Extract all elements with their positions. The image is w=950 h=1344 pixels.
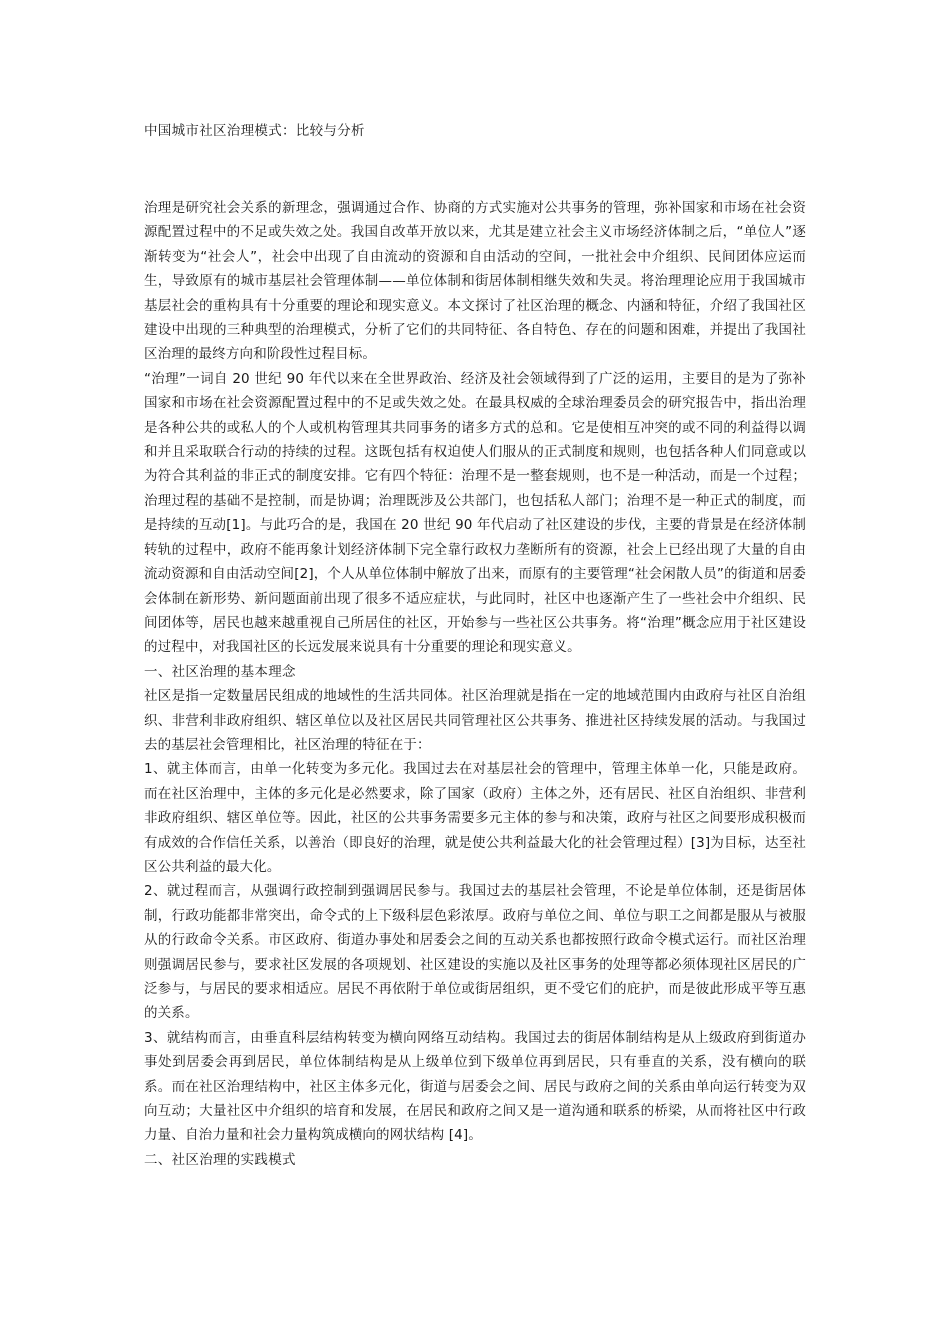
intro-paragraph: “治理”一词自 20 世纪 90 年代以来在全世界政治、经济及社会领域得到了广泛的运用，主要目的是为了弥补国家和市场在社会资源配置过程中的不足或失效之处。在最具权威的全球治理委员会的研究报告中，指出治理是各种公共的或私人的个人或机构管理其共同事务的诸多方式的总和。它是使相互冲突的或不同的利益得以调和并且采取联合行动的持续的过程。这既包括有权迫使人们服从的正式制度和规则，也包括各种人们同意或以为符合其利益的非正式的制度安排。它有四个特征：治理不是一整套规则，也不是一种活动，而是一个过程；治理过程的基础不是控制，而是协调；治理既涉及公共部门，也包括私人部门；治理不是一种正式的制度，而是持续的互动[1]。与此巧合的是，我国在 20 世纪 90 年代启动了社区建设的步伐，主要的背景是在经济体制转轨的过程中，政府不能再象计划经济体制下完全靠行政权力垄断所有的资源，社会上已经出现了大量的自由流动资源和自由活动空间[2]，个人从单位体制中解放了出来，而原有的主要管理“社会闲散人员”的街道和居委会体制在新形势、新问题面前出现了很多不适应症状，与此同时，社区中也逐渐产生了一些社会中介组织、民间团体等，居民也越来越重视自己所居住的社区，开始参与一些社区公共事务。将“治理”概念应用于社区建设的过程中，对我国社区的长远发展来说具有十分重要的理论和现实意义。 — [144, 370, 806, 656]
section-heading-1: 一、社区治理的基本理念 — [144, 663, 296, 680]
section-heading-2: 二、社区治理的实践模式 — [144, 1151, 296, 1168]
document-title: 中国城市社区治理模式：比较与分析 — [144, 123, 365, 139]
definition-paragraph: 社区是指一定数量居民组成的地域性的生活共同体。社区治理就是指在一定的地域范围内由政府与社区自治组织、非营利非政府组织、辖区单位以及社区居民共同管理社区公共事务、推进社区持续发展的活动。与我国过去的基层社会管理相比，社区治理的特征在于： — [144, 688, 806, 753]
feature-paragraph-1: 1、就主体而言，由单一化转变为多元化。我国过去在对基层社会的管理中，管理主体单一化，只能是政府。而在社区治理中，主体的多元化是必然要求，除了国家（政府）主体之外，还有居民、社区自治组织、非营利非政府组织、辖区单位等。因此，社区的公共事务需要多元主体的参与和决策，政府与社区之间要形成积极而有成效的合作信任关系，以善治（即良好的治理，就是使公共利益最大化的社会管理过程）[3]为目标，达至社区公共利益的最大化。 — [144, 761, 806, 875]
feature-paragraph-3: 3、就结构而言，由垂直科层结构转变为横向网络互动结构。我国过去的街居体制结构是从上级政府到街道办事处到居委会再到居民，单位体制结构是从上级单位到下级单位再到居民，只有垂直的关系，没有横向的联系。而在社区治理结构中，社区主体多元化，街道与居委会之间、居民与政府之间的关系由单向运行转变为双向互动；大量社区中介组织的培育和发展，在居民和政府之间又是一道沟通和联系的桥梁，从而将社区中行政力量、自治力量和社会力量构筑成横向的网状结构 [4]。 — [144, 1029, 806, 1144]
feature-paragraph-2: 2、就过程而言，从强调行政控制到强调居民参与。我国过去的基层社会管理，不论是单位体制，还是街居体制，行政功能都非常突出，命令式的上下级科层色彩浓厚。政府与单位之间、单位与职工之间都是服从与被服从的行政命令关系。市区政府、街道办事处和居委会之间的互动关系也都按照行政命令模式运行。而社区治理则强调居民参与，要求社区发展的各项规划、社区建设的实施以及社区事务的处理等都必须体现社区居民的广泛参与，与居民的要求相适应。居民不再依附于单位或街居组织，更不受它们的庇护，而是彼此形成平等互惠的关系。 — [144, 883, 806, 1022]
abstract-paragraph: 治理是研究社会关系的新理念，强调通过合作、协商的方式实施对公共事务的管理，弥补国家和市场在社会资源配置过程中的不足或失效之处。我国自改革开放以来，尤其是建立社会主义市场经济体制之后，“单位人”逐渐转变为“社会人”，社会中出现了自由流动的资源和自由活动的空间，一批社会中介组织、民间团体应运而生，导致原有的城市基层社会管理体制——单位体制和街居体制相继失效和失灵。将治理理论应用于我国城市基层社会的重构具有十分重要的理论和现实意义。本文探讨了社区治理的概念、内涵和特征，介绍了我国社区建设中出现的三种典型的治理模式，分析了它们的共同特征、各自特色、存在的问题和困难，并提出了我国社区治理的最终方向和阶段性过程目标。 — [144, 200, 806, 363]
document-body — [144, 196, 806, 1172]
